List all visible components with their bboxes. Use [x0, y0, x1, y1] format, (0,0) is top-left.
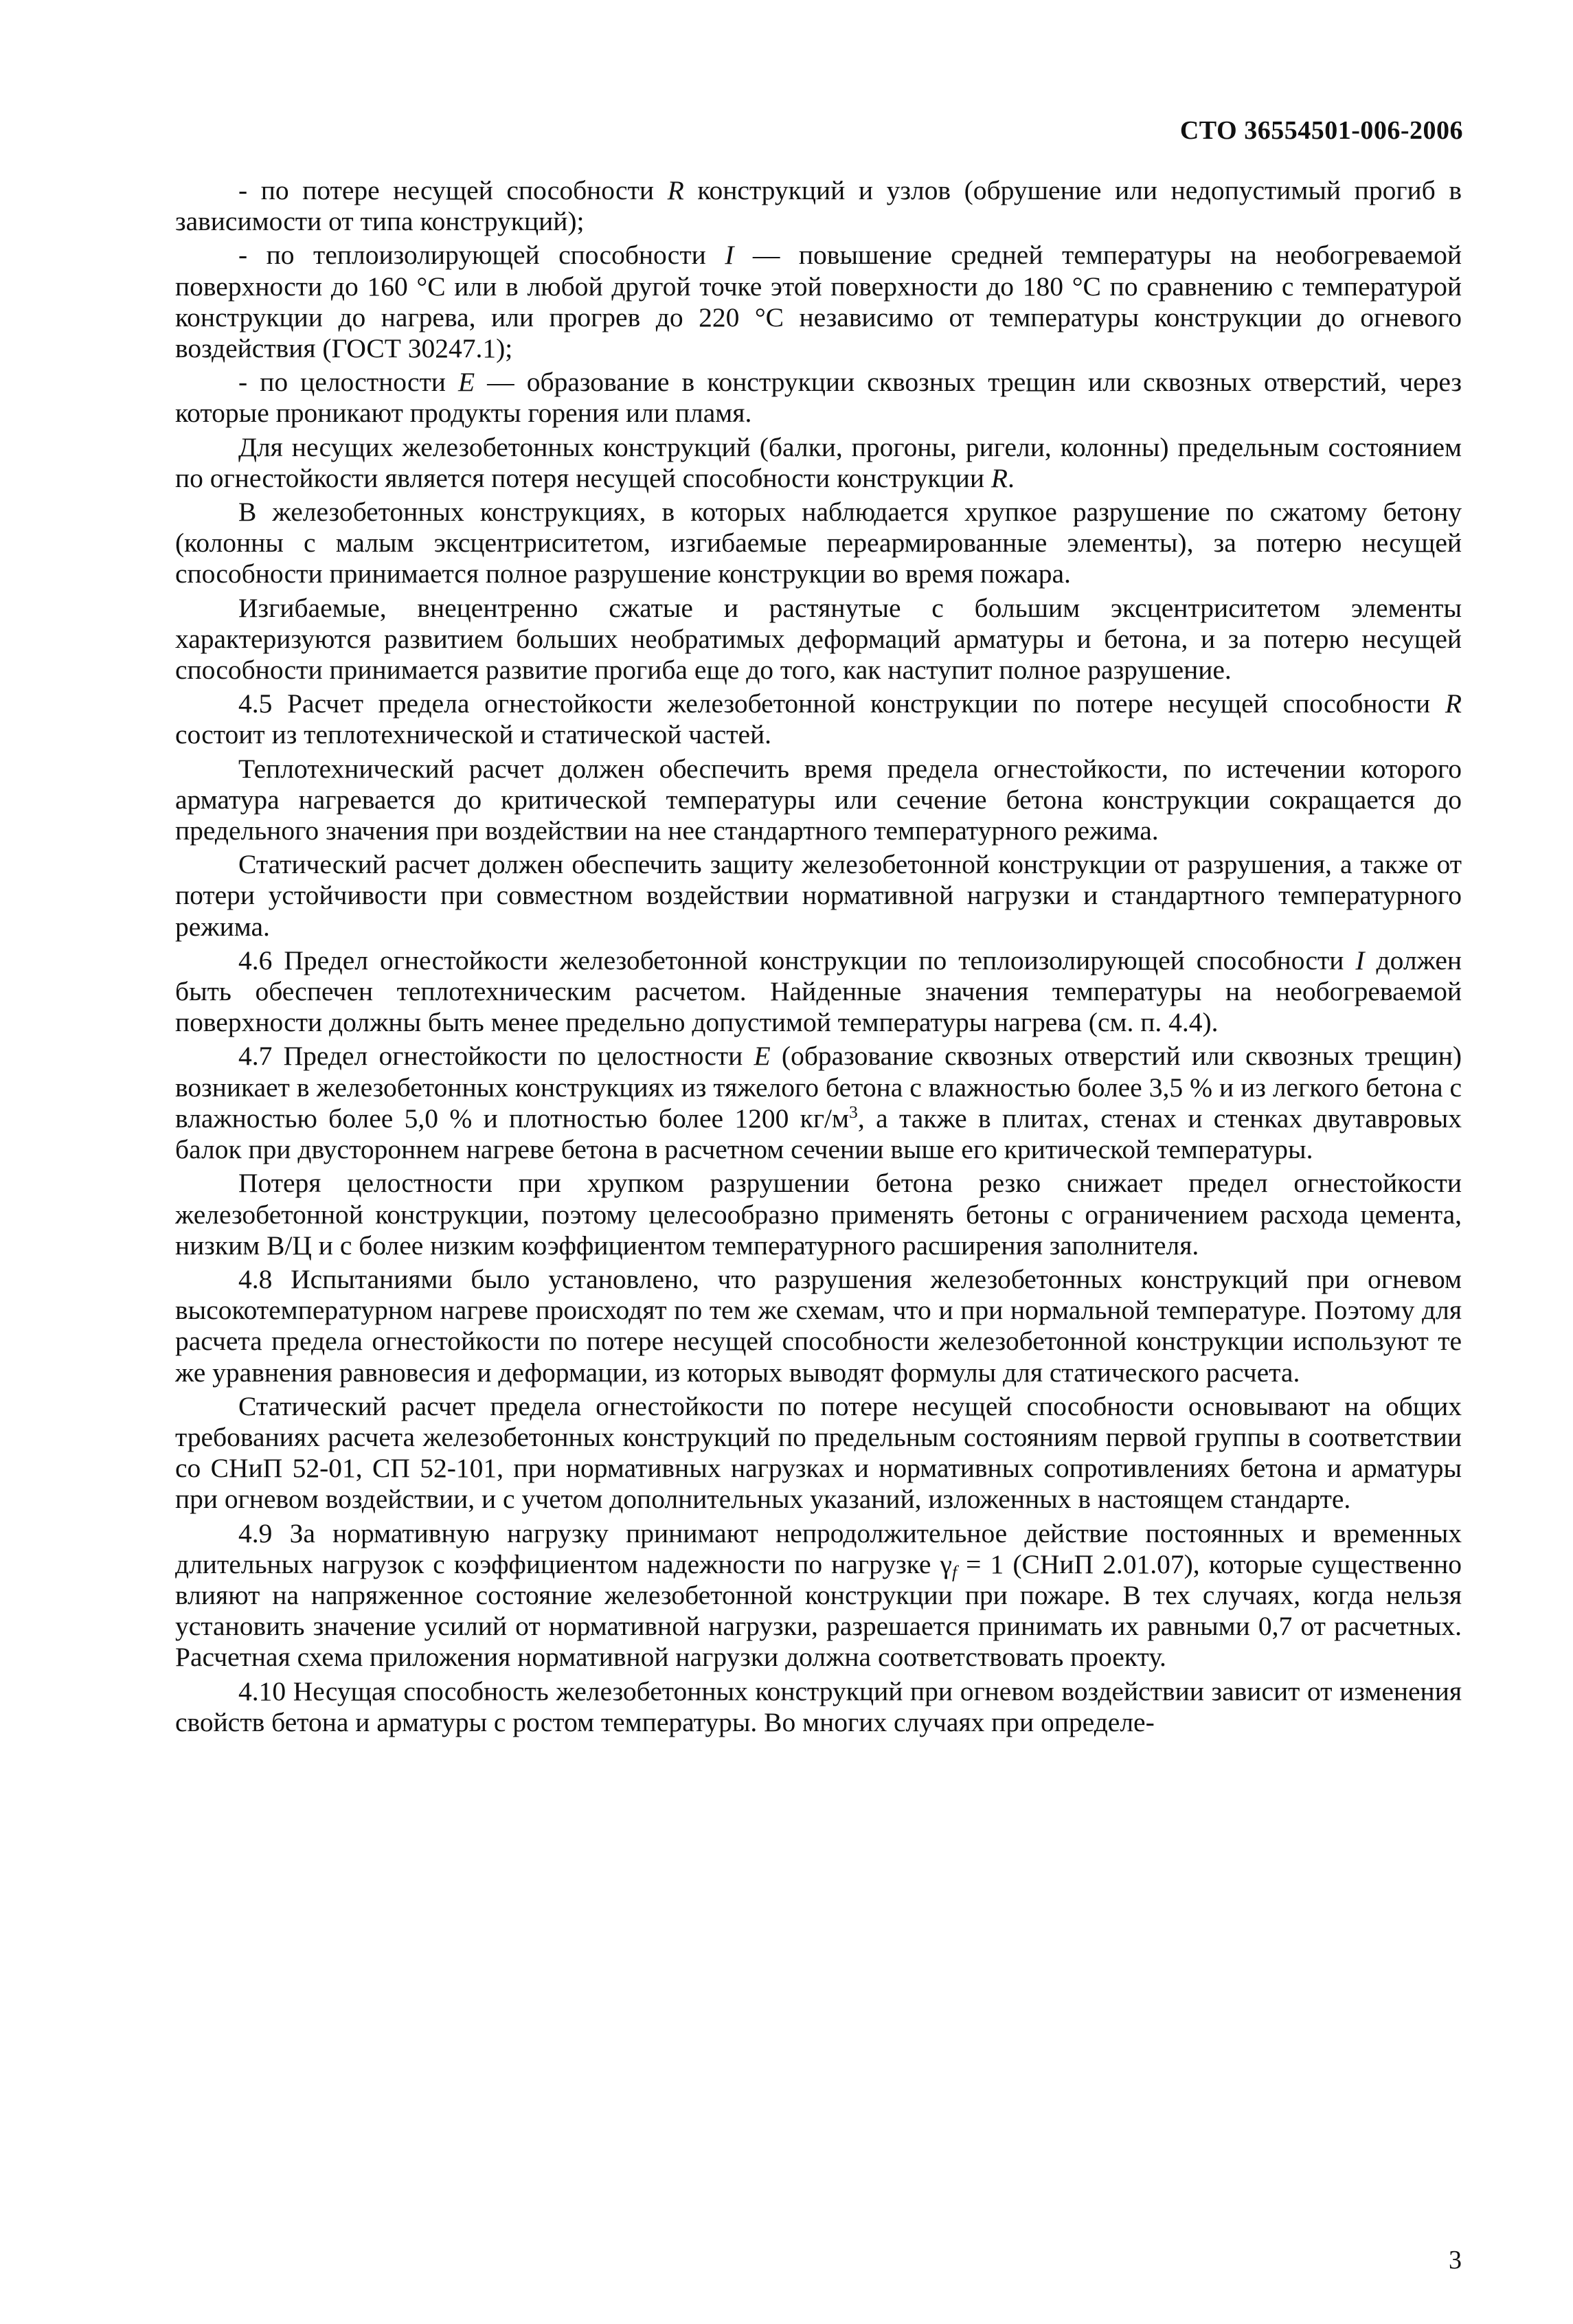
text-run: Для несущих железобетонных конструкций (балки, прогоны, ригели, колонны) предельным состоянием по огнестойкости является потеря несущей способности конструкции [175, 431, 1462, 493]
paragraph-bending-elements: Изгибаемые, внецентренно сжатые и растянутые с большим эксцентриситетом элементы характеризуются развитием больших необратимых деформаций арматуры и бетона, и за потерю несущей способности принимается развитие прогиба еще до того, как наступит полное разрушение. [175, 592, 1462, 686]
symbol-r: R [991, 462, 1008, 493]
symbol-e: E [754, 1041, 771, 1072]
text-run: - по теплоизолирующей способности [238, 240, 725, 271]
text-run: . [1008, 462, 1015, 493]
page-number: 3 [1449, 2246, 1462, 2275]
text-run: 4.9 За нормативную нагрузку принимают непродолжительное действие постоянных и временных длительных нагрузок с коэффициентом надежности по нагрузке [175, 1518, 1462, 1579]
paragraph-limit-e [175, 367, 1462, 429]
symbol-r: R [667, 175, 684, 205]
text-run: = 1 (СНиП 2.01.07), которые существенно влияют на напряженное состояние железобетонной конструкции при пожаре. В тех случаях, когда нельзя установить значение усилий от нормативной нагрузки, разрешается принимать их равными 0,7 от расчетных. Расчетная схема приложения нормативной нагрузки должна соответствовать проекту. [175, 1548, 1462, 1673]
symbol-r: R [1445, 688, 1462, 719]
subscript: f [951, 1561, 958, 1582]
paragraph-4-10: 4.10 Несущая способность железобетонных конструкций при огневом воздействии зависит от изменения свойств бетона и арматуры с ростом температуры. Во многих случаях при определе- [175, 1676, 1462, 1737]
text-run: - по целостности [238, 367, 458, 398]
paragraph-brittle-failure: В железобетонных конструкциях, в которых наблюдается хрупкое разрушение по сжатому бетону (колонны с малым эксцентриситетом, изгибаемые переармированные элементы), за потерю несущей способности принимается полное разрушение конструкции во время пожара. [175, 497, 1462, 589]
paragraph-4-8: 4.8 Испытаниями было установлено, что разрушения железобетонных конструкций при огневом высокотемпературном нагреве происходят по тем же схемам, что и при нормальной температуре. Поэтому для расчета предела огнестойкости по потере несущей способности железобетонной конструкции используют те же уравнения равновесия и деформации, из которых выводят формулы для статического расчета. [175, 1263, 1462, 1388]
paragraph-4-9 [175, 1518, 1462, 1673]
text-run: , а также в плитах, стенах и стенках двутавровых балок при двустороннем нагреве бетона в расчетном сечении выше его критической температуры. [175, 1103, 1462, 1165]
symbol-e: E [457, 367, 475, 398]
paragraph-limit-r [175, 175, 1462, 237]
body-text [175, 175, 1462, 1741]
text-run: — образование в конструкции сквозных трещин или сквозных отверстий, через которые проникают продукты горения или пламя. [175, 367, 1462, 429]
paragraph-thermal-calc: Теплотехнический расчет должен обеспечить время предела огнестойкости, по истечении которого арматура нагревается до критической температуры или сечение бетона конструкции сокращается до предельного значения при воздействии на нее стандартного температурного режима. [175, 753, 1462, 846]
paragraph-4-6 [175, 945, 1462, 1039]
text-run: состоит из теплотехнической и статической частей. [175, 719, 772, 750]
paragraph-limit-i [175, 240, 1462, 364]
paragraph-4-5 [175, 688, 1462, 750]
paragraph-integrity-loss: Потеря целостности при хрупком разрушении бетона резко снижает предел огнестойкости железобетонной конструкции, поэтому целесообразно применять бетоны с ограничением расхода цемента, низким В/Ц и с более низким коэффициентом температурного расширения заполнителя. [175, 1168, 1462, 1261]
symbol-gamma: γ [940, 1548, 952, 1579]
paragraph-bearing-structures [175, 432, 1462, 494]
document-code: СТО 36554501-006-2006 [1179, 116, 1463, 145]
text-run: — повышение средней температуры на необогреваемой поверхности до 160 °С или в любой другой точке этой поверхности до 180 °С по сравнению с температурой конструкции до нагрева, или прогрев до 220 °С независимо от температуры конструкции до огневого воздействия (ГОСТ 30247.1); [175, 240, 1462, 364]
text-run: 4.6 Предел огнестойкости железобетонной конструкции по теплоизолирующей способности [238, 945, 1356, 975]
text-run: 4.7 Предел огнестойкости по целостности [238, 1041, 754, 1072]
text-run: (образование сквозных отверстий или сквозных трещин) возникает в железобетонных конструкциях из тяжелого бетона с влажностью более 3,5 % и из легкого бетона с влажностью более 5,0 % и плотностью более 1200 кг/м [175, 1041, 1462, 1133]
paragraph-static-basis: Статический расчет предела огнестойкости по потере несущей способности основывают на общих требованиях расчета железобетонных конструкций по предельным состояниям первой группы в соответствии со СНиП 52-01, СП 52-101, при нормативных нагрузках и нормативных сопротивлениях бетона и арматуры при огневом воздействии, и с учетом дополнительных указаний, изложенных в настоящем стандарте. [175, 1390, 1462, 1515]
text-run: - по потере несущей способности [238, 175, 668, 205]
paragraph-4-7 [175, 1041, 1462, 1165]
superscript: 3 [849, 1101, 858, 1122]
text-run: 4.5 Расчет предела огнестойкости железобетонной конструкции по потере несущей способности [238, 688, 1445, 719]
text-run: конструкций и узлов (обрушение или недопустимый прогиб в зависимости от типа конструкций); [175, 175, 1462, 237]
symbol-i: I [725, 240, 734, 271]
text-run: должен быть обеспечен теплотехническим расчетом. Найденные значения температуры на необогреваемой поверхности должны быть менее предельно допустимой температуры нагрева (см. п. 4.4). [175, 945, 1462, 1038]
paragraph-static-calc: Статический расчет должен обеспечить защиту железобетонной конструкции от разрушения, а также от потери устойчивости при совместном воздействии нормативной нагрузки и стандартного температурного режима. [175, 849, 1462, 942]
symbol-i: I [1355, 945, 1365, 975]
